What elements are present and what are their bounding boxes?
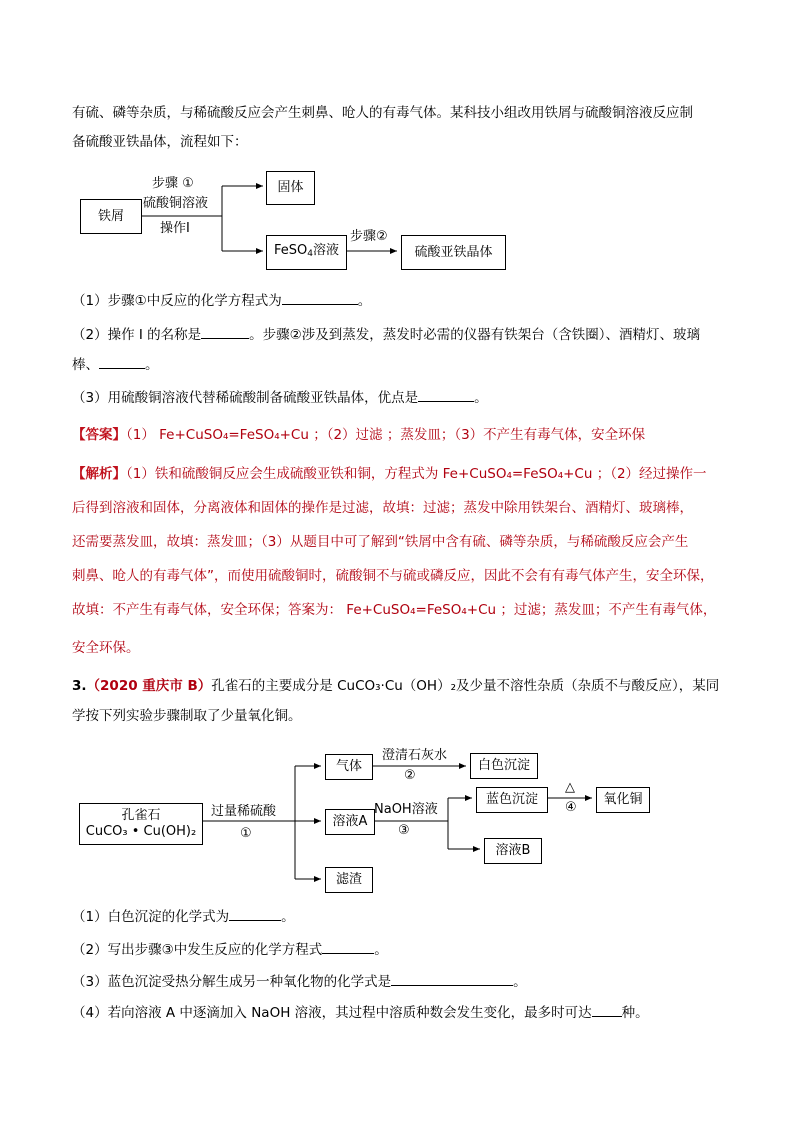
malachite-box (79, 803, 203, 845)
intro-line-1: 有硫、磷等杂质，与稀硫酸反应会产生刺鼻、呛人的有毒气体。某科技小组改用铁屑与硫酸铜溶液反应制 (72, 105, 693, 121)
gas-box (325, 754, 373, 780)
solution-a-box (325, 809, 375, 835)
problem-source: （2020 重庆市 B） (86, 678, 212, 694)
intro-line-2: 备硫酸亚铁晶体，流程如下： (72, 134, 248, 150)
white-precipitate-label: 白色沉淀 (477, 758, 530, 773)
p3-question-4-end: 种。 (621, 1005, 649, 1021)
step-3-circle: ③ (398, 823, 410, 838)
answer-text: （1） Fe+CuSO₄=FeSO₄+Cu ；（2）过滤 ；蒸发皿；（3）不产生有毒气体，安全环保 (126, 427, 646, 443)
step-2-circle: ② (404, 768, 416, 783)
copper-oxide-label: 氧化铜 (603, 792, 643, 807)
question-2-end: 。 (145, 357, 159, 373)
p3-question-1 (72, 906, 722, 927)
iron-filings-label: 铁屑 (97, 208, 124, 224)
gas-label: 气体 (335, 759, 362, 774)
p3-question-3-end: 。 (513, 974, 527, 990)
problem-number: 3. (72, 678, 87, 694)
solution-b-label: 溶液B (495, 843, 531, 858)
solution-b-box (484, 838, 542, 864)
p3-question-3-text: （3）蓝色沉淀受热分解生成另一种氧化物的化学式是 (72, 974, 392, 990)
feso4-text: FeSO (274, 243, 308, 258)
crystal-label: 硫酸亚铁晶体 (414, 244, 493, 260)
answer-blank[interactable] (322, 939, 374, 954)
analysis-text-1: （1）铁和硫酸铜反应会生成硫酸亚铁和铜，方程式为 Fe+CuSO₄=FeSO₄+Cu ；（2）经过操作一 (126, 466, 707, 482)
residue-box (325, 867, 373, 893)
answer-blank[interactable] (229, 906, 281, 921)
question-2-text-cont: 。步骤②涉及到蒸发，蒸发时必需的仪器有铁架台（含铁圈）、酒精灯、玻璃 (249, 327, 701, 343)
question-3-end: 。 (474, 390, 488, 406)
p3-question-2-text: （2）写出步骤③中发生反应的化学方程式 (72, 942, 323, 958)
copper-oxide-box (596, 787, 650, 813)
solution-a-label: 溶液A (332, 814, 368, 829)
analysis-line-4: 刺鼻、呛人的有毒气体”，而使用硫酸铜时，硫酸铜不与硫或磷反应，因此不会有有毒气体产生，安全环保， (72, 568, 714, 584)
malachite-formula: CuCO₃ • Cu(OH)₂ (85, 824, 197, 839)
question-1-text: （1）步骤①中反应的化学方程式为 (72, 293, 282, 309)
naoh-solution-label: NaOH溶液 (374, 802, 438, 817)
limewater-label: 澄清石灰水 (382, 748, 448, 763)
answer-blank[interactable] (391, 971, 513, 986)
p3-question-4 (72, 1002, 722, 1023)
copper-sulfate-label: 硫酸铜溶液 (143, 196, 209, 211)
solid-label: 固体 (277, 180, 304, 195)
malachite-label: 孔雀石 (121, 808, 161, 823)
solution-text: 溶液 (312, 243, 339, 258)
p3-question-1-end: 。 (281, 909, 295, 925)
p3-question-1-text: （1）白色沉淀的化学式为 (72, 909, 230, 925)
analysis-line-5: 故填：不产生有毒气体，安全环保；答案为： Fe+CuSO₄=FeSO₄+Cu ；过滤；蒸发皿；不产生有毒气体， (72, 602, 717, 618)
p3-question-2-end: 。 (374, 942, 388, 958)
analysis-line-3: 还需要蒸发皿，故填：蒸发皿；（3）从题目中可了解到“铁屑中含有硫、磷等杂质，与稀硫酸反应会产生 (72, 534, 689, 550)
question-3-text: （3）用硫酸铜溶液代替稀硫酸制备硫酸亚铁晶体，优点是 (72, 390, 419, 406)
dilute-acid-label: 过量稀硫酸 (211, 804, 277, 819)
answer-blank[interactable] (592, 1002, 622, 1017)
analysis-tag: 【解析】 (72, 466, 126, 482)
step-1-circle: ① (240, 826, 252, 841)
analysis-line-2: 后得到溶液和固体，分离液体和固体的操作是过滤，故填：过滤；蒸发中除用铁架台、酒精灯、玻璃棒， (72, 500, 693, 516)
question-2-text: （2）操作 I 的名称是 (72, 327, 202, 343)
white-precipitate-box (470, 753, 538, 779)
step-4-circle: ④ (565, 800, 577, 815)
p3-question-4-text: （4）若向溶液 A 中逐滴加入 NaOH 溶液，其过程中溶质种数会发生变化，最多时可达 (72, 1005, 592, 1021)
question-2-line2: 棒、 (72, 357, 99, 373)
blue-precipitate-box (476, 787, 548, 813)
answer-tag: 【答案】 (72, 427, 126, 443)
p3-question-3 (72, 971, 722, 992)
blue-precipitate-label: 蓝色沉淀 (485, 792, 538, 807)
problem-3-line-2: 学按下列实验步骤制取了少量氧化铜。 (72, 708, 302, 724)
p3-question-2 (72, 939, 722, 960)
operation-1-label: 操作I (160, 221, 190, 236)
feso4-subscript: 4 (307, 249, 313, 259)
problem-3-text-1: 孔雀石的主要成分是 CuCO₃·Cu（OH）₂及少量不溶性杂质（杂质不与酸反应），某同 (211, 678, 720, 694)
step1-label: 步骤 ① (152, 176, 194, 191)
residue-label: 滤渣 (335, 872, 362, 887)
question-1-end: 。 (357, 293, 372, 309)
step2-label: 步骤② (350, 229, 388, 244)
heat-triangle: △ (565, 780, 575, 795)
analysis-line-6: 安全环保。 (72, 640, 140, 656)
